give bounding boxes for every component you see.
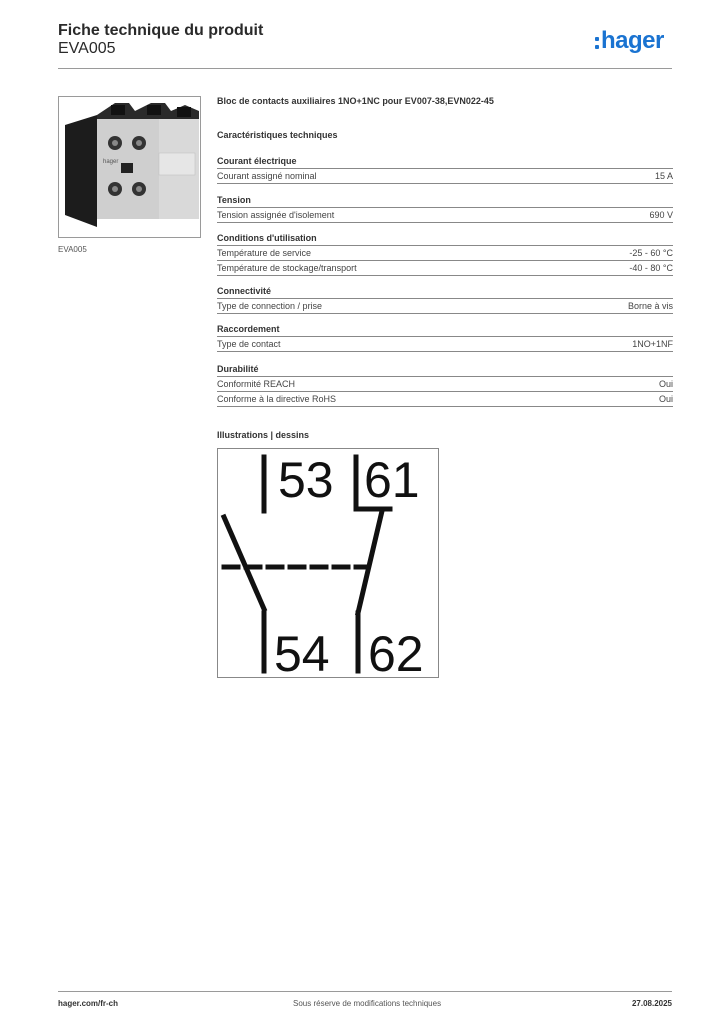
- terminal-62-label: 62: [368, 626, 424, 677]
- spec-label: Température de service: [217, 248, 312, 258]
- logo-dot-icon: [595, 45, 599, 49]
- contact-diagram: [217, 448, 439, 678]
- wiring-diagram: [218, 449, 438, 677]
- spec-group-title: Conditions d'utilisation: [217, 233, 673, 246]
- footer-website-link[interactable]: hager.com/fr-ch: [58, 999, 119, 1008]
- spec-group-title: Durabilité: [217, 364, 673, 377]
- product-description: Bloc de contacts auxiliaires 1NO+1NC pour EV007-38,EVN022-45: [217, 96, 494, 106]
- spec-row: [217, 377, 673, 392]
- spec-group-conditions: [217, 233, 673, 276]
- spec-group-courant: [217, 156, 673, 184]
- footer-divider: [58, 991, 672, 992]
- spec-row: [217, 299, 673, 314]
- photo-brand-label: hager: [103, 159, 119, 165]
- spec-group-raccordement: [217, 324, 673, 352]
- spec-group-title: Courant électrique: [217, 156, 673, 169]
- section-title: Caractéristiques techniques: [217, 130, 338, 140]
- logo-text: hager: [601, 27, 664, 54]
- spec-value: 1NO+1NF: [632, 339, 673, 349]
- spec-value: 15 A: [654, 171, 673, 181]
- spec-row: [217, 208, 673, 223]
- spec-row: [217, 169, 673, 184]
- spec-value: Oui: [658, 379, 673, 389]
- spec-row: [217, 246, 673, 261]
- spec-label: Température de stockage/transport: [217, 263, 357, 273]
- spec-value: 690 V: [649, 210, 673, 220]
- spec-group-connectivite: [217, 286, 673, 314]
- spec-group-title: Tension: [217, 195, 673, 208]
- spec-group-title: Connectivité: [217, 286, 673, 299]
- hager-logo[interactable]: [593, 26, 673, 56]
- spec-row: [217, 392, 673, 407]
- spec-value: Borne à vis: [627, 301, 673, 311]
- header-divider: [58, 68, 672, 69]
- contact-block-image: [59, 97, 201, 238]
- spec-label: Courant assigné nominal: [217, 171, 317, 181]
- terminal-54-label: 54: [274, 626, 330, 677]
- spec-label: Type de contact: [217, 339, 281, 349]
- spec-row: [217, 337, 673, 352]
- spec-row: [217, 261, 673, 276]
- footer-note: Sous réserve de modifications techniques: [293, 999, 442, 1008]
- spec-value: -25 - 60 °C: [629, 248, 673, 258]
- page-title: Fiche technique du produit: [58, 22, 264, 39]
- spec-label: Type de connection / prise: [217, 301, 323, 311]
- spec-group-durabilite: [217, 364, 673, 407]
- product-photo: [58, 96, 201, 238]
- spec-label: Tension assignée d'isolement: [217, 210, 335, 220]
- terminal-61-label: 61: [364, 452, 420, 508]
- photo-caption: EVA005: [58, 245, 87, 254]
- illustrations-title: Illustrations | dessins: [217, 430, 310, 440]
- spec-group-tension: [217, 195, 673, 223]
- spec-value: -40 - 80 °C: [629, 263, 673, 273]
- spec-label: Conformité REACH: [217, 379, 296, 389]
- spec-group-title: Raccordement: [217, 324, 673, 337]
- terminal-53-label: 53: [278, 452, 334, 508]
- logo-dot-icon: [595, 37, 599, 41]
- spec-label: Conforme à la directive RoHS: [217, 394, 337, 404]
- product-code: EVA005: [58, 40, 116, 57]
- spec-value: Oui: [658, 394, 673, 404]
- footer-date: 27.08.2025: [631, 999, 672, 1008]
